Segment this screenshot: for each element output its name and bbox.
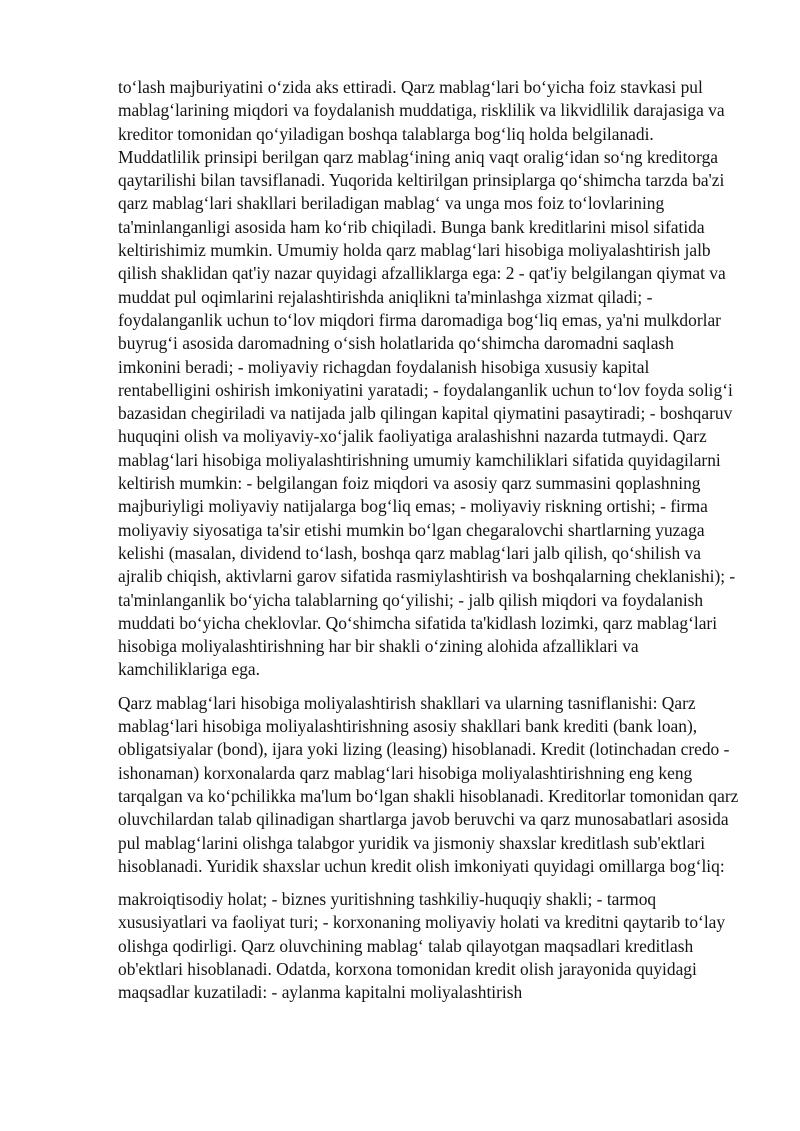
paragraph-debt-financing-forms: Qarz mablag‘lari hisobiga moliyalashtirish shakllari va ularning tasniflanishi: Qarz mablag‘lari hisobiga moliyalashtirishning asosiy shakllari bank krediti (bank loan), obligatsiyalar (bond), ijara yoki lizing (leasing) hisoblanadi. Kredit (lotinchadan credo - ishonaman) korxonalarda qarz mablag‘lari hisobiga moliyalashtirishning eng keng tarqalgan va ko‘pchilikka ma'lum bo‘lgan shakli hisoblanadi. Kreditorlar tomonidan qarz oluvchilardan talab qilinadigan shartlarga javob beruvchi va qarz munosabatlari asosida pul mablag‘larini olishga talabgor yuridik va jismoniy shaxslar kreditlash sub'ektlari hisoblanadi. Yuridik shaxslar uchun kredit olish imkoniyati quyidagi omillarga bog‘liq: [118, 692, 739, 876]
document-page [118, 76, 740, 1015]
paragraph-debt-principles: to‘lash majburiyatini o‘zida aks ettiradi. Qarz mablag‘lari bo‘yicha foiz stavkasi pul mablag‘larining miqdori va foydalanish muddatiga, risklilik va likvidlilik darajasiga va kreditor tomonidan qo‘yiladigan boshqa talablarga bog‘liq holda belgilanadi. Muddatlilik prinsipi berilgan qarz mablag‘ining aniq vaqt oralig‘idan so‘ng kreditorga qaytarilishi bilan tavsiflanadi. Yuqorida keltirilgan prinsiplarga qo‘shimcha tarzda ba'zi qarz mablag‘lari shakllari beriladigan mablag‘ va unga mos foiz to‘lovlarining ta'minlanganligi asosida ham ko‘rib chiqiladi. Bunga bank kreditlarini misol sifatida keltirishimiz mumkin. Umumiy holda qarz mablag‘lari hisobiga moliyalashtirish jalb qilish shaklidan qat'iy nazar quyidagi afzalliklarga ega: 2 - qat'iy belgilangan qiymat va muddat pul oqimlarini rejalashtirishda aniqlikni ta'minlashga xizmat qiladi; - foydalanganlik uchun to‘lov miqdori firma daromadiga bog‘liq emas, ya'ni mulkdorlar buyrug‘i asosida daromadning o‘sish holatlarida qo‘shimcha daromadni saqlash imkonini beradi; - moliyaviy richagdan foydalanish hisobiga xususiy kapital rentabelligini oshirish imkoniyatini yaratadi; - foydalanganlik uchun to‘lov foyda solig‘i bazasidan chegiriladi va natijada jalb qilingan kapital qiymatini pasaytiradi; - boshqaruv huquqini olish va moliyaviy-xo‘jalik faoliyatiga aralashishni nazarda tutmaydi. Qarz mablag‘lari hisobiga moliyalashtirishning umumiy kamchiliklari sifatida quyidagilarni keltirish mumkin: - belgilangan foiz miqdori va asosiy qarz summasini qoplashning majburiyligi moliyaviy natijalarga bog‘liq emas; - moliyaviy riskning ortishi; - firma moliyaviy siyosatiga ta'sir etishi mumkin bo‘lgan chegaralovchi shartlarning yuzaga kelishi (masalan, dividend to‘lash, boshqa qarz mablag‘lari jalb qilish, qo‘shilish va ajralib chiqish, aktivlarni garov sifatida rasmiylashtirish va boshqalarning cheklanishi); - ta'minlanganlik bo‘yicha talablarning qo‘yilishi; - jalb qilish miqdori va foydalanish muddati bo‘yicha cheklovlar. Qo‘shimcha sifatida ta'kidlash lozimki, qarz mablag‘lari hisobiga moliyalashtirishning har bir shakli o‘zining alohida afzalliklari va kamchiliklariga ega. [118, 77, 736, 680]
paragraph-credit-factors: makroiqtisodiy holat; - biznes yuritishning tashkiliy-huquqiy shakli; - tarmoq xususiyatlari va faoliyat turi; - korxonaning moliyaviy holati va kreditni qaytarib to‘lay olishga qodirligi. Qarz oluvchining mablag‘ talab qilayotgan maqsadlari kreditlash ob'ektlari hisoblanadi. Odatda, korxona tomonidan kredit olish jarayonida quyidagi maqsadlar kuzatiladi: - aylanma kapitalni moliyalashtirish [118, 889, 726, 1003]
